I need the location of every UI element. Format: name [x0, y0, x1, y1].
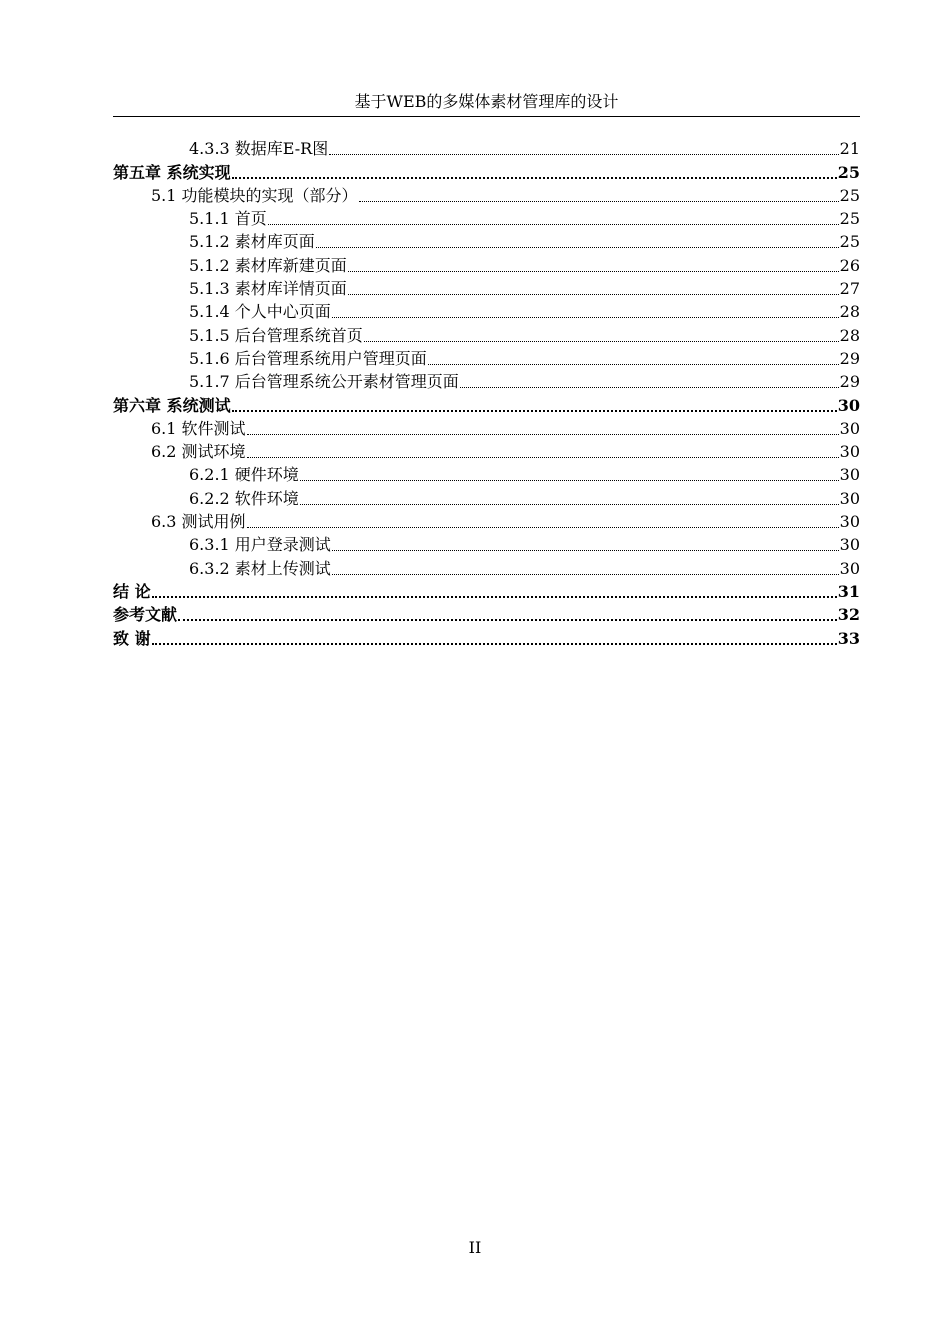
toc-entry-title: 致 谢	[113, 628, 151, 648]
toc-entry-page: 29	[839, 348, 860, 368]
table-of-contents	[113, 137, 860, 650]
toc-entry[interactable]	[113, 510, 860, 533]
toc-entry-title: 6.2 测试环境	[151, 442, 246, 462]
toc-entry[interactable]	[113, 603, 860, 626]
toc-dot-leader	[247, 455, 839, 458]
toc-entry-title: 6.3 测试用例	[151, 512, 246, 532]
toc-entry-title: 第六章 系统测试	[113, 395, 231, 415]
toc-entry[interactable]	[113, 253, 860, 276]
toc-entry[interactable]	[113, 347, 860, 370]
toc-entry-page: 25	[839, 185, 860, 205]
toc-entry-page: 28	[839, 302, 860, 322]
toc-dot-leader	[364, 339, 839, 342]
toc-entry[interactable]	[113, 370, 860, 393]
toc-entry[interactable]	[113, 323, 860, 346]
toc-entry[interactable]	[113, 417, 860, 440]
toc-entry-title: 5.1.2 素材库页面	[189, 232, 315, 252]
toc-entry[interactable]	[113, 626, 860, 649]
toc-entry-title: 6.1 软件测试	[151, 418, 246, 438]
toc-dot-leader	[152, 641, 837, 645]
toc-entry-page: 30	[839, 558, 860, 578]
toc-entry-title: 结 论	[113, 581, 151, 601]
toc-entry[interactable]	[113, 463, 860, 486]
toc-entry[interactable]	[113, 440, 860, 463]
header-title: 基于WEB的多媒体素材管理库的设计	[354, 92, 619, 111]
toc-entry-page: 28	[839, 325, 860, 345]
toc-dot-leader	[332, 548, 839, 551]
toc-entry-page: 29	[839, 372, 860, 392]
toc-entry-title: 5.1.1 首页	[189, 209, 267, 229]
header-rule	[113, 116, 860, 117]
toc-entry[interactable]	[113, 277, 860, 300]
toc-dot-leader	[348, 292, 839, 295]
toc-entry-title: 5.1.5 后台管理系统首页	[189, 325, 363, 345]
toc-entry-title: 6.3.1 用户登录测试	[189, 535, 331, 555]
toc-entry-page: 33	[837, 628, 860, 648]
toc-dot-leader	[332, 572, 839, 575]
toc-dot-leader	[300, 502, 839, 505]
toc-entry[interactable]	[113, 486, 860, 509]
toc-entry-page: 30	[839, 442, 860, 462]
toc-entry-title: 5.1.6 后台管理系统用户管理页面	[189, 348, 427, 368]
toc-entry-page: 25	[837, 162, 860, 182]
toc-dot-leader	[247, 432, 839, 435]
toc-entry-page: 31	[837, 581, 860, 601]
toc-entry[interactable]	[113, 230, 860, 253]
toc-dot-leader	[152, 594, 837, 598]
toc-entry-page: 30	[839, 418, 860, 438]
toc-entry[interactable]	[113, 207, 860, 230]
toc-entry-page: 25	[839, 209, 860, 229]
toc-entry[interactable]	[113, 137, 860, 160]
toc-dot-leader	[316, 245, 839, 248]
toc-dot-leader	[332, 315, 839, 318]
toc-dot-leader	[178, 617, 837, 621]
toc-dot-leader	[359, 199, 839, 202]
toc-entry-page: 30	[839, 512, 860, 532]
toc-dot-leader	[460, 385, 839, 388]
toc-entry-page: 25	[839, 232, 860, 252]
toc-dot-leader	[329, 152, 838, 155]
toc-entry-page: 30	[839, 465, 860, 485]
toc-dot-leader	[348, 269, 839, 272]
toc-dot-leader	[300, 478, 839, 481]
toc-entry-title: 6.3.2 素材上传测试	[189, 558, 331, 578]
toc-entry-page: 26	[839, 255, 860, 275]
toc-entry[interactable]	[113, 580, 860, 603]
toc-entry[interactable]	[113, 393, 860, 416]
toc-entry-page: 27	[839, 279, 860, 299]
toc-entry-page: 32	[837, 605, 860, 625]
toc-entry-title: 5.1.3 素材库详情页面	[189, 279, 347, 299]
toc-entry-title: 4.3.3 数据库E-R图	[189, 139, 329, 159]
toc-entry-title: 参考文献	[113, 605, 178, 625]
toc-entry[interactable]	[113, 160, 860, 183]
toc-entry-title: 6.2.2 软件环境	[189, 488, 299, 508]
toc-dot-leader	[247, 525, 839, 528]
toc-entry-title: 5.1.7 后台管理系统公开素材管理页面	[189, 372, 459, 392]
toc-entry-title: 6.2.1 硬件环境	[189, 465, 299, 485]
toc-dot-leader	[268, 222, 839, 225]
toc-entry[interactable]	[113, 556, 860, 579]
toc-entry-title: 5.1 功能模块的实现（部分）	[151, 185, 358, 205]
toc-entry[interactable]	[113, 533, 860, 556]
toc-entry-page: 21	[839, 139, 860, 159]
toc-entry-title: 5.1.4 个人中心页面	[189, 302, 331, 322]
toc-dot-leader	[232, 408, 837, 412]
toc-dot-leader	[232, 175, 837, 179]
toc-entry-page: 30	[839, 535, 860, 555]
toc-dot-leader	[428, 362, 839, 365]
toc-entry[interactable]	[113, 300, 860, 323]
toc-entry[interactable]	[113, 184, 860, 207]
page-number: II	[468, 1238, 482, 1257]
toc-entry-title: 5.1.2 素材库新建页面	[189, 255, 347, 275]
toc-entry-page: 30	[837, 395, 860, 415]
toc-entry-title: 第五章 系统实现	[113, 162, 231, 182]
page-header	[113, 91, 860, 117]
toc-entry-page: 30	[839, 488, 860, 508]
